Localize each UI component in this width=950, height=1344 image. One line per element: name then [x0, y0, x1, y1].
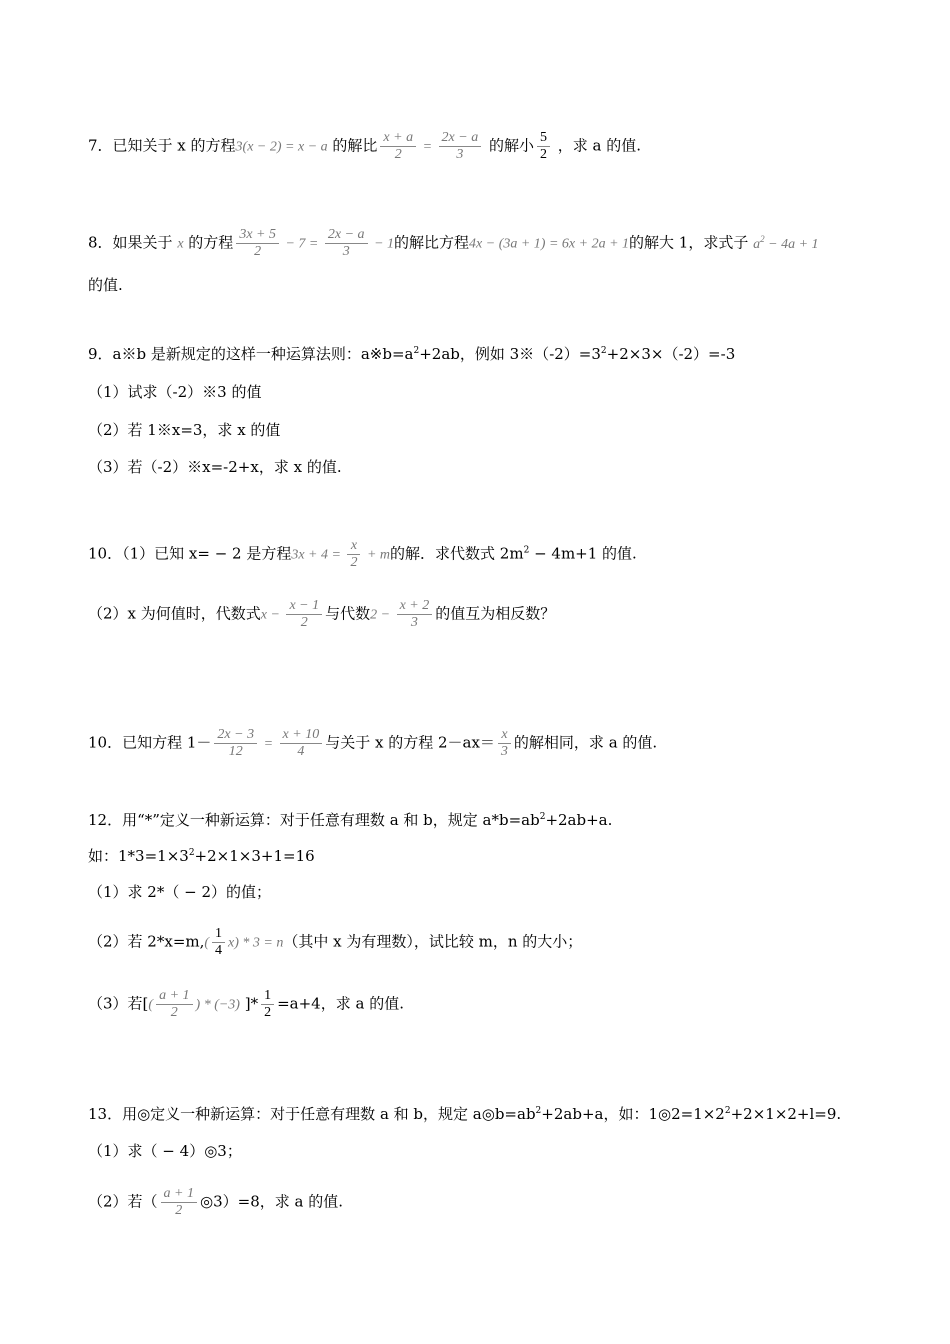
question-8: 8．如果关于 x 的方程 $\frac{3x + 5}{2}$ − 7 = $\frac{2x - a}{3}$ − 1的解比方程4x − (3a + 1) = 6x + 2a + 1的解大 1，求式子 $a^2 - 4a + 1$: [88, 227, 819, 259]
equation: 4x − (3a + 1) = 6x + 2a + 1: [469, 236, 630, 252]
expression: $a^2 - 4a + 1$: [753, 233, 819, 252]
question-10a: 10．（1）已知 x= − 2 是方程3x + 4 = $\frac{x}{2}$ + m的解．求代数式 $2m^2 - 4m+1$ 的值.: [88, 538, 637, 570]
fraction: $\frac{x + 2}{3}$: [397, 598, 433, 631]
question-9-part-2: （2）若 1※x=3，求 x 的值: [88, 421, 281, 439]
question-12-part-1: （1）求 2*（ − 2）的值；: [88, 883, 272, 901]
fraction: $\frac{3x + 5}{2}$: [236, 227, 279, 260]
fraction: $\frac{1}{2}$: [261, 988, 274, 1021]
fraction: $\frac{a + 1}{2}$: [156, 988, 192, 1021]
fraction: $\frac{2x - a}{3}$: [325, 227, 368, 260]
fraction: $\frac{2x - 3}{12}$: [214, 727, 257, 760]
fraction: $\frac{2x - a}{3}$: [439, 130, 482, 163]
question-12-part-2: （2）若 2*x=m,( $\frac{1}{4}$ x) * 3 = n（其中 x 为有理数），试比较 m，n 的大小；: [88, 926, 583, 958]
question-9-part-3: （3）若（-2）※x=-2+x，求 x 的值.: [88, 458, 342, 476]
question-12-example: 如：$1*3=1\times 3^2+2\times 1\times 3+1=16$: [88, 847, 315, 865]
fraction: $\frac{1}{4}$: [212, 926, 225, 959]
question-8-line-2: 的值.: [88, 276, 123, 294]
fraction: $\frac{x + a}{2}$: [380, 130, 416, 163]
fraction: $\frac{x}{2}$: [347, 538, 360, 571]
equation: 3(x − 2) = x − a: [235, 139, 328, 155]
fraction: $\frac{x}{3}$: [498, 727, 511, 760]
question-7: 7．已知关于 x 的方程3(x − 2) = x − a 的解比 $\frac{x + a}{2}$ = $\frac{2x - a}{3}$ 的解小 $\frac{5}{2}$ ，求 a 的值.: [88, 130, 642, 162]
fraction: $\frac{5}{2}$: [537, 130, 550, 163]
question-9-part-1: （1）试求（-2）※3 的值: [88, 383, 262, 401]
question-13-part-2: （2）若（ $\frac{a + 1}{2}$ ◎3）=8，求 a 的值.: [88, 1186, 343, 1218]
fraction: $\frac{x + 10}{4}$: [280, 727, 323, 760]
question-13: 13．用◎定义一种新运算：对于任意有理数 a 和 b，规定 $a◎b=ab^2+2ab+a$，如：$1◎2=1\times 2^2+2\times 1\times 2+l=9$.: [88, 1105, 842, 1123]
question-10a-part-2: （2）x 为何值时，代数式x − $\frac{x - 1}{2}$ 与代数2 − $\frac{x + 2}{3}$ 的值互为相反数？: [88, 598, 556, 630]
question-12: 12．用“*”定义一种新运算：对于任意有理数 a 和 b，规定 $a*b=ab^2+2ab+a$.: [88, 811, 613, 829]
question-13-part-1: （1）求（ − 4）◎3；: [88, 1142, 242, 1160]
question-9: 9．a※b 是新规定的这样一种运算法则：$a※b=a^2+2ab$，例如 $3※(-2)=3^2+2\times 3\times(-2)=-3$: [88, 345, 736, 363]
question-10b: 10．已知方程 1－ $\frac{2x - 3}{12}$ = $\frac{x + 10}{4}$ 与关于 x 的方程 2－ax＝ $\frac{x}{3}$ 的解相同，求 a 的值.: [88, 727, 658, 759]
fraction: $\frac{x - 1}{2}$: [286, 598, 322, 631]
question-12-part-3: （3）若[( $\frac{a + 1}{2}$ ) * (−3) ]* $\frac{1}{2}$ =a+4，求 a 的值.: [88, 988, 404, 1020]
fraction: $\frac{a + 1}{2}$: [161, 1186, 197, 1219]
